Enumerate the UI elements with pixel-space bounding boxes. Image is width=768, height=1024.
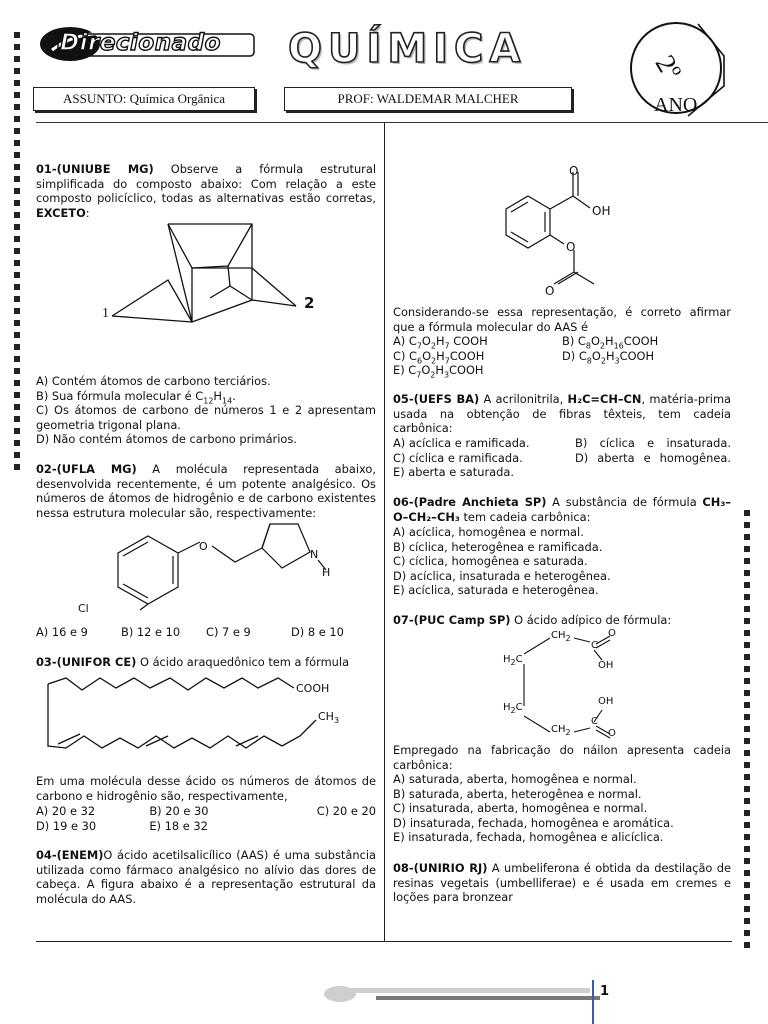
q4-c-pre: C) C: [393, 348, 417, 363]
question-05: [393, 392, 731, 436]
q3-structure-diagram: [36, 674, 336, 756]
q4-e-s1: 7: [416, 370, 422, 380]
q1-b-end: .: [232, 388, 236, 403]
q3-options: [36, 804, 376, 833]
q7-text2: Empregado na fabricação do náilon apresenta cadeia carbônica:: [393, 743, 731, 772]
q6-formula: CH₃–O–CH₂–CH₃: [393, 495, 731, 524]
q4-atom-oh: OH: [592, 204, 611, 218]
q6-text2: tem cadeia carbônica:: [459, 509, 591, 524]
q3-option-a: A) 20 e 32: [36, 804, 96, 818]
q4-atom-o-bottom: O: [545, 284, 555, 298]
q7-oh-bot: OH: [598, 696, 614, 707]
q7-option-e: E) insaturada, fechada, homogênea e alicíclica.: [393, 830, 664, 845]
q2-option-a: A) 16 e 9: [36, 625, 88, 639]
q3-ch3-sub: 3: [333, 716, 340, 726]
page-number: 1: [600, 984, 610, 999]
q5-option-a: A) acíclica e ramificada.: [393, 436, 530, 450]
subject-box: [33, 87, 255, 111]
q7-o-top: O: [608, 628, 616, 639]
q1-b-mid: H: [213, 388, 222, 403]
q4-a-m2: H: [435, 334, 445, 348]
q1-b-sub2: 14: [222, 395, 233, 405]
q1-option-a: A) Contém átomos de carbono terciários.: [36, 374, 271, 388]
q1-b-sub1: 12: [203, 395, 214, 405]
q4-text: O ácido acetilsalicílico (AAS) é uma substância utilizada como fármaco analgésico no alívio das dores de cabeça. A figura abaixo é a representação estrutural da molécula do AAS.: [36, 848, 376, 906]
q4-option-b: [562, 334, 731, 349]
q4-e-end: COOH: [449, 363, 484, 378]
q7-ch2-top: [551, 630, 571, 641]
q1-label-1: 1: [102, 306, 109, 321]
q4-head: 04-(ENEM): [36, 848, 104, 862]
q4-e-m1: O: [421, 363, 431, 378]
q3-option-c: C) 20 e 20: [316, 804, 376, 818]
q7-h2c-a-sub: 2: [510, 658, 516, 667]
q5-option-c: C) cíclica e ramificada.: [393, 450, 523, 465]
q1-label-2: 2: [304, 294, 315, 312]
q7-h2c-a: [503, 654, 523, 665]
q1-options: [36, 374, 376, 447]
q3-ch3: [318, 710, 340, 726]
q2-option-d: D) 8 e 10: [291, 625, 344, 639]
q7-h2c-b-h: H: [503, 702, 511, 713]
q6-option-c: C) cíclica, homogênea e saturada.: [393, 554, 588, 569]
q7-option-c: C) insaturada, aberta, homogênea e normal.: [393, 801, 648, 816]
q4-d-s1: 8: [586, 355, 592, 365]
q7-h2c-a-c: C: [515, 654, 523, 665]
q7-head: 07-(PUC Camp SP): [393, 613, 511, 627]
q4-a-s1: 7: [416, 341, 422, 351]
q4-d-m2: H: [605, 348, 615, 363]
q3-option-e: E) 18 e 32: [149, 818, 208, 833]
q4-aas-structure-diagram: [490, 160, 630, 300]
q4-c-end: COOH: [449, 348, 485, 363]
q4-a-end: COOH: [449, 334, 488, 348]
q4-d-s3: 3: [614, 355, 620, 365]
q4-option-e: [393, 363, 562, 378]
q2-atom-cl: Cl: [78, 602, 89, 615]
q5-head: 05-(UEFS BA): [393, 392, 480, 406]
q4-d-pre: D) C: [562, 348, 587, 363]
q1-text: Observe a fórmula estrutural simplificada do composto abaixo: Com relação a este composto policíclico, todas as alternativas estão corretas,: [36, 162, 377, 206]
q7-c-top: C: [591, 640, 598, 651]
year-label: ANO: [654, 94, 698, 116]
q4-b-m1: O: [590, 334, 600, 348]
q4-b-s1: 8: [585, 341, 591, 351]
assunto-label: ASSUNTO: Química Orgânica: [63, 91, 225, 106]
q1-structure-diagram: [100, 218, 320, 333]
q4-e-s2: 2: [430, 370, 436, 380]
q4-option-c: [393, 349, 562, 364]
footer-vertical-line: [592, 980, 594, 1024]
subject-title: QUÍMICA: [288, 26, 527, 72]
q6-option-e: E) acíclica, saturada e heterogênea.: [393, 583, 599, 598]
q4-a-m1: O: [421, 334, 431, 348]
year-number: 2º: [648, 50, 687, 86]
q3-cooh: COOH: [296, 682, 330, 695]
q4-b-s3: 16: [613, 341, 624, 351]
q6-head: 06-(Padre Anchieta SP): [393, 495, 547, 509]
question-04: [36, 848, 376, 906]
q4-atom-o-top: O: [569, 164, 579, 178]
q2-option-c: C) 7 e 9: [206, 625, 251, 639]
q2-option-b: B) 12 e 10: [121, 625, 181, 639]
teacher-label: PROF: WALDEMAR MALCHER: [337, 91, 519, 106]
q2-options: [36, 625, 376, 640]
q8-text: A umbeliferona é obtida da destilação de resinas vegetais (umbelliferae) e é usada em cremes e loções para bronzear: [393, 861, 731, 905]
question-01: [36, 162, 376, 220]
q4-b-pre: B) C: [562, 334, 586, 348]
q2-atom-o: O: [199, 540, 208, 553]
q1-b-pre: B) Sua fórmula molecular é C: [36, 388, 204, 403]
q7-ch2-top-sub: 2: [565, 634, 571, 643]
q4-c-s3: 7: [444, 355, 450, 365]
q6-option-b: B) cíclica, heterogênea e ramificada.: [393, 539, 603, 554]
q5-option-d: D) aberta e homogênea.: [575, 450, 731, 465]
q3-text2: Em uma molécula desse ácido os números de átomos de carbono e hidrogênio são, respectivamente,: [36, 774, 376, 803]
q4-d-end: COOH: [619, 348, 655, 363]
q4-c-s2: 2: [431, 355, 437, 365]
q1-exceto: EXCETO: [36, 205, 86, 220]
question-03: [36, 655, 376, 670]
q4-e-m2: H: [435, 363, 444, 378]
q7-option-a: A) saturada, aberta, homogênea e normal.: [393, 772, 637, 786]
q4-atom-o-ester: O: [566, 240, 576, 254]
q7-ch2-bot-text: CH: [551, 724, 566, 735]
q5-text: A acrilonitrila,: [479, 392, 568, 406]
q7-o-bot: O: [608, 728, 616, 739]
q6-text: A substância de fórmula: [546, 495, 703, 509]
q2-atom-h: H: [322, 566, 331, 579]
question-06: [393, 495, 731, 524]
q3-ch3-text: CH: [318, 710, 334, 723]
column-divider: [384, 122, 385, 942]
q5-option-e: E) aberta e saturada.: [393, 465, 514, 480]
question-07: [393, 613, 731, 628]
header-rule: [36, 122, 768, 123]
q2-text: A molécula representada abaixo, desenvolvida recentemente, é um potente analgésico. Os números de átomos de hidrogênio e de carbono existentes nessa estrutura molecular são, respectivamente:: [36, 462, 376, 520]
logo: [38, 24, 256, 64]
q4-e-pre: E) C: [393, 363, 417, 378]
q7-h2c-b-sub: 2: [510, 706, 516, 715]
q4-b-end: COOH: [623, 334, 659, 348]
q7-h2c-a-h: H: [503, 654, 511, 665]
q4-b-m2: H: [605, 334, 614, 348]
footer-decoration: [320, 980, 610, 1010]
q7-c-bot: C: [591, 716, 598, 727]
q3-option-b: B) 20 e 30: [149, 804, 209, 818]
teacher-box: [284, 87, 572, 111]
q4-c-m1: O: [422, 348, 432, 363]
q4-d-m1: O: [591, 348, 601, 363]
q4-a-s2: 2: [430, 341, 436, 351]
q2-atom-n: N: [310, 548, 319, 561]
q5-option-b: B) cíclica e insaturada.: [575, 436, 731, 450]
q4-c-s1: 6: [416, 355, 423, 365]
q4-option-d: [562, 349, 731, 364]
left-dashed-border: [14, 32, 20, 472]
q7-ch2-top-text: CH: [551, 630, 566, 641]
q2-structure-diagram: [70, 516, 350, 616]
q4-e-s3: 3: [443, 370, 450, 380]
q4-c-m2: H: [436, 348, 445, 363]
q7-h2c-b: [503, 702, 523, 713]
right-dashed-border: [744, 510, 750, 950]
q1-option-c: C) Os átomos de carbono de números 1 e 2 apresentam geometria trigonal plana.: [36, 403, 376, 432]
q5-formula: H₂C=CH–CN: [567, 392, 642, 406]
q7-option-d: D) insaturada, fechada, homogênea e aromática.: [393, 815, 674, 830]
q4-options: [393, 334, 731, 378]
q3-head: 03-(UNIFOR CE): [36, 655, 137, 669]
q7-ch2-bot-sub: 2: [565, 728, 571, 737]
q1-colon: :: [85, 205, 90, 220]
q7-h2c-b-c: C: [515, 702, 523, 713]
logo-text: Direcionado: [60, 30, 221, 56]
question-02: [36, 462, 376, 520]
q7-option-b: B) saturada, aberta, heterogênea e normal.: [393, 786, 642, 801]
q3-text: O ácido araquedônico tem a fórmula: [136, 655, 350, 669]
q2-head: 02-(UFLA MG): [36, 462, 137, 476]
question-08: [393, 861, 731, 905]
q6-options: [393, 525, 731, 598]
q1-option-b: [36, 389, 376, 404]
q4-b-s2: 2: [599, 341, 605, 351]
q7-text: O ácido adípico de fórmula:: [510, 613, 672, 627]
q4-a-s3: 7: [444, 341, 450, 351]
q6-option-d: D) acíclica, insaturada e heterogênea.: [393, 568, 611, 583]
q7-ch2-bot: [551, 724, 571, 735]
q4-a-pre: A) C: [393, 334, 417, 348]
q4-text2: Considerando-se essa representação, é correto afirmar que a fórmula molecular do AAS é: [393, 305, 731, 334]
q7-options: [393, 772, 731, 845]
q5-options: [393, 436, 731, 480]
q5-text2: , matéria-prima usada na obtenção de fibras têxteis, tem cadeia carbônica:: [393, 392, 732, 436]
q6-option-a: A) acíclica, homogênea e normal.: [393, 525, 584, 539]
q1-head: 01-(UNIUBE MG): [36, 162, 154, 176]
q1-option-d: D) Não contém átomos de carbono primários.: [36, 432, 297, 447]
q4-option-a: [393, 334, 562, 349]
q3-option-d: D) 19 e 30: [36, 818, 97, 833]
q8-head: 08-(UNIRIO RJ): [393, 861, 488, 875]
bottom-rule: [36, 941, 732, 942]
q7-oh-top: OH: [598, 660, 614, 671]
q4-d-s2: 2: [600, 355, 606, 365]
